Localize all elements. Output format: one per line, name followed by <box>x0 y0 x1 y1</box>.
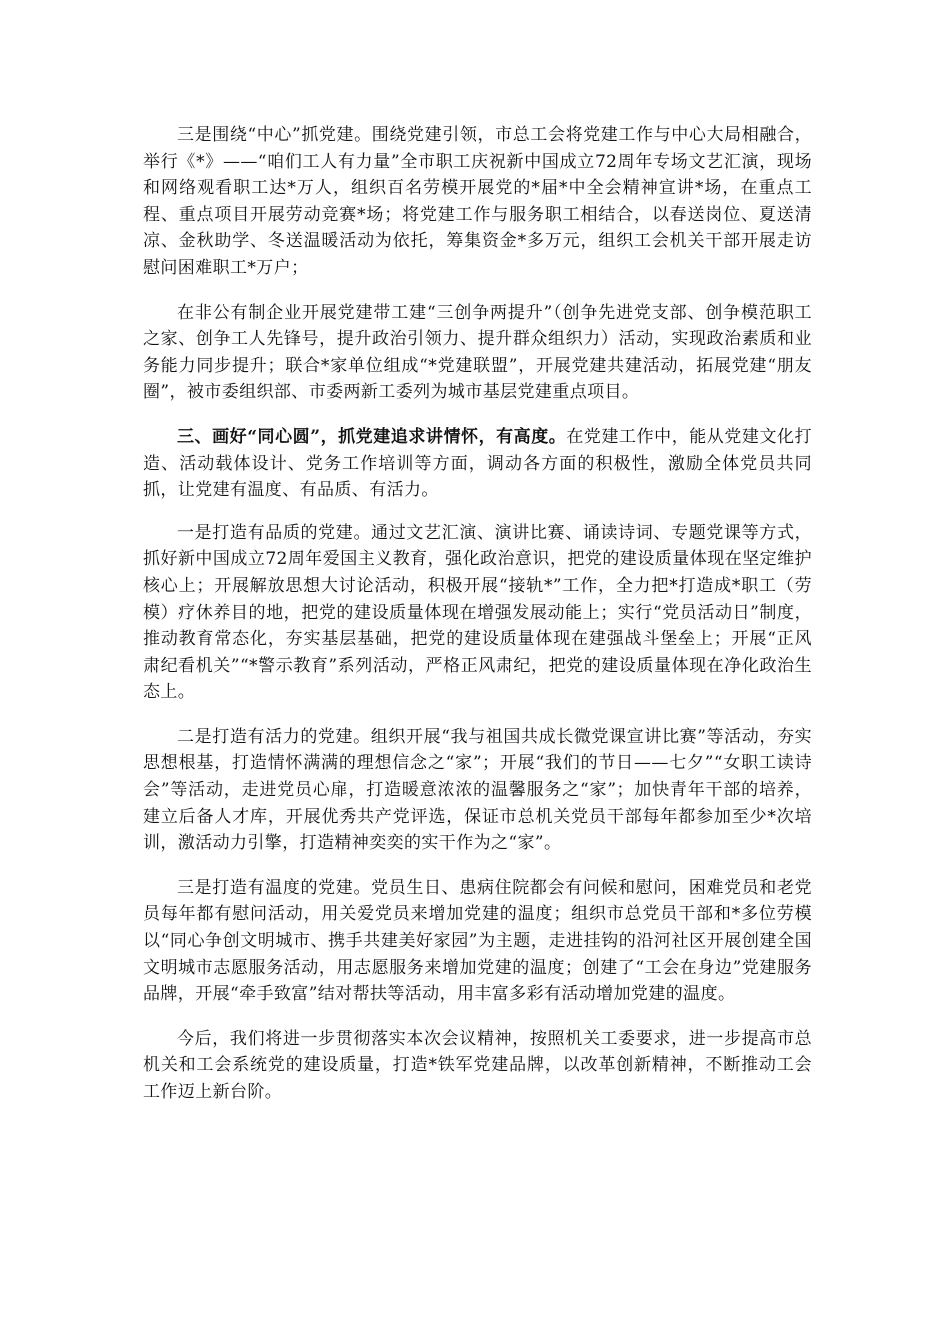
section-heading: 三、画好“同心圆”，抓党建追求讲情怀，有高度。 <box>177 426 567 447</box>
paragraph-text: 三是围绕“中心”抓党建。围绕党建引领，市总工会将党建工作与中心大局相融合，举行《*》——“咱们工人有力量”全市职工庆祝新中国成立72周年专场文艺汇演，现场和网络观看职工达*万人，组织百名劳模开展党的*届*中全会精神宣讲*场，在重点工程、重点项目开展劳动竞赛*场；将党建工作与服务职工相结合，以春送岗位、夏送清凉、金秋助学、冬送温暖活动为依托，筹集资金*多万元，组织工会机关干部开展走访慰问困难职工*万户； <box>143 125 812 278</box>
document-body <box>143 122 812 1124</box>
paragraph-text: 在党建工作中，能从党建文化打造、活动载体设计、党务工作培训等方面，调动各方面的积极性，激励全体党员共同抓，让党建有温度、有品质、有活力。 <box>143 426 812 501</box>
paragraph-text: 今后，我们将进一步贯彻落实本次会议精神，按照机关工委要求，进一步提高市总机关和工会系统党的建设质量，打造*铁军党建品牌，以改革创新精神，不断推动工会工作迈上新台阶。 <box>143 1028 812 1102</box>
paragraph-text: 一是打造有品质的党建。通过文艺汇演、演讲比赛、诵读诗词、专题党课等方式，抓好新中国成立72周年爱国主义教育，强化政治意识，把党的建设质量体现在坚定维护核心上；开展解放思想大讨论活动，积极开展“接轨*”工作，全力把*打造成*职工（劳模）疗休养目的地，把党的建设质量体现在增强发展动能上；实行“党员活动日”制度，推动教育常态化，夯实基层基础，把党的建设质量体现在建强战斗堡垒上；开展“正风肃纪看机关”“*警示教育”系列活动，严格正风肃纪，把党的建设质量体现在净化政治生态上。 <box>143 522 812 703</box>
paragraph-center-party-building <box>143 122 812 282</box>
paragraph-vitality-party-building <box>143 724 812 857</box>
paragraph-warmth-party-building <box>143 875 812 1008</box>
paragraph-text: 三是打造有温度的党建。党员生日、患病住院都会有问候和慰问，困难党员和老党员每年都有慰问活动，用关爱党员来增加党建的温度；组织市总党员干部和*多位劳模以“同心争创文明城市、携手共建美好家园”为主题，走进挂钩的沿河社区开展创建全国文明城市志愿服务活动，用志愿服务来增加党建的温度；创建了“工会在身边”党建服务品牌，开展“牵手致富”结对帮扶等活动，用丰富多彩有活动增加党建的温度。 <box>143 877 812 1005</box>
paragraph-quality-party-building <box>143 520 812 706</box>
paragraph-non-public-enterprises <box>143 300 812 406</box>
paragraph-conclusion <box>143 1026 812 1106</box>
paragraph-text: 二是打造有活力的党建。组织开展“我与祖国共成长微党课宣讲比赛”等活动，夯实思想根基，打造情怀满满的理想信念之“家”；开展“我们的节日——七夕”“女职工读诗会”等活动，走进党员心扉，打造暖意浓浓的温馨服务之“家”；加快青年干部的培养，建立后备人才库，开展优秀共产党评选，保证市总机关党员干部每年都参加至少*次培训，激活动力引擎，打造精神奕奕的实干作为之“家”。 <box>143 726 812 854</box>
paragraph-text: 在非公有制企业开展党建带工建“三创争两提升”（创争先进党支部、创争模范职工之家、创争工人先锋号，提升政治引领力、提升群众组织力）活动，实现政治素质和业务能力同步提升；联合*家单位组成“*党建联盟”，开展党建共建活动，拓展党建“朋友圈”，被市委组织部、市委两新工委列为城市基层党建重点项目。 <box>143 302 812 403</box>
section-heading-paragraph <box>143 424 812 504</box>
